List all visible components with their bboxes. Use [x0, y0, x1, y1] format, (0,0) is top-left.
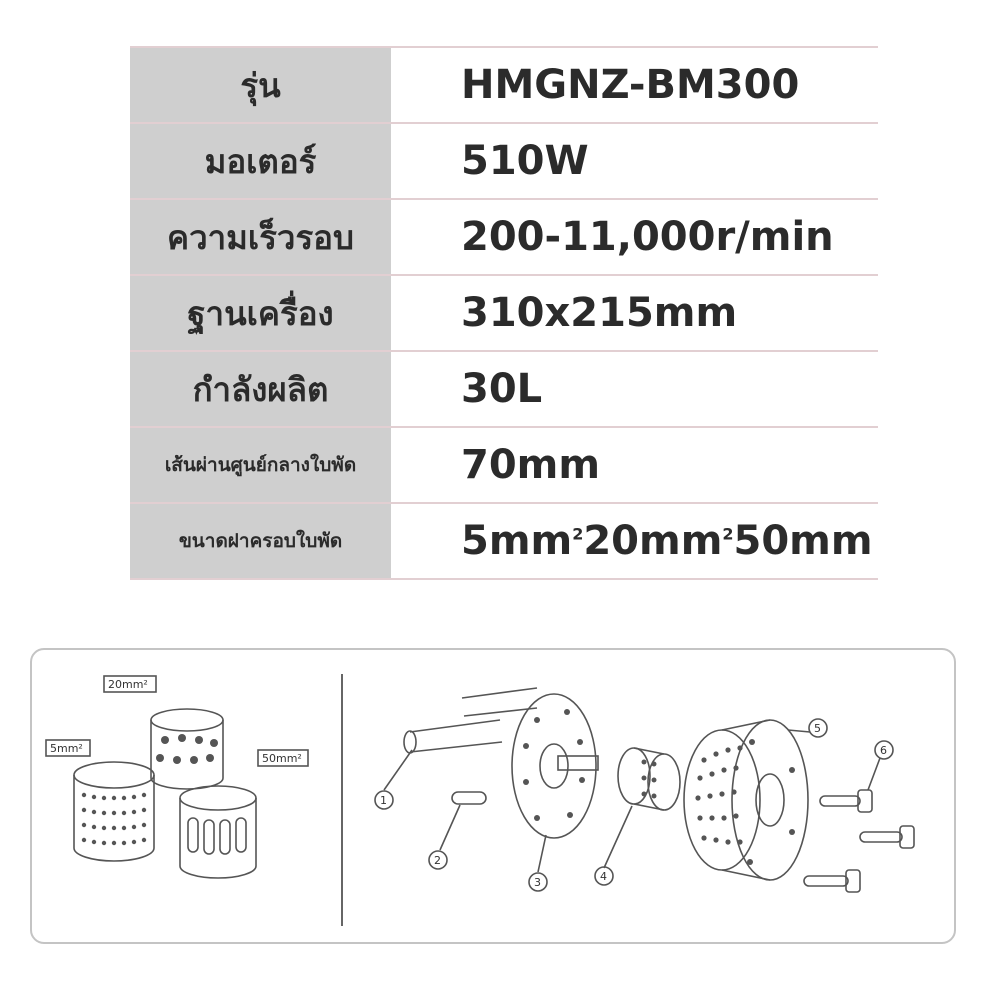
- screen-size-part: 50mm: [733, 518, 873, 564]
- screen-label-20: [104, 676, 156, 692]
- callout-1: [375, 750, 412, 809]
- spec-value: 310x215mm: [391, 275, 878, 351]
- screen-size-part: 20mm: [583, 518, 723, 564]
- spec-label: กำลังผลิต: [130, 351, 391, 427]
- screen-label-text: 5mm²: [50, 742, 83, 755]
- screen-label-text: 50mm²: [262, 752, 302, 765]
- diagram-panel: [30, 648, 956, 944]
- screen-label-50: [258, 750, 308, 766]
- callout-6: [868, 741, 893, 790]
- spec-value: HMGNZ-BM300: [391, 47, 878, 123]
- screen-50mm: [180, 786, 256, 878]
- callout-5: [788, 719, 827, 737]
- spec-row-screen-size: [130, 503, 878, 579]
- spec-value: 510W: [391, 123, 878, 199]
- bolts: [804, 790, 914, 892]
- superscript: 2: [572, 524, 584, 544]
- spec-row-speed: [130, 199, 878, 275]
- pin: [452, 792, 486, 804]
- sleeve: [618, 748, 680, 810]
- callout-number: 6: [880, 744, 887, 757]
- spec-row-base: [130, 275, 878, 351]
- screen-label-5: [46, 740, 90, 756]
- spec-label: ความเร็วรอบ: [130, 199, 391, 275]
- callout-number: 4: [600, 870, 607, 883]
- spec-value: 70mm: [391, 427, 878, 503]
- screen-5mm: [74, 762, 154, 861]
- spec-row-capacity: [130, 351, 878, 427]
- callout-number: 3: [534, 876, 541, 889]
- callout-number: 1: [380, 794, 387, 807]
- spec-table: [130, 46, 878, 580]
- spec-value: 200-11,000r/min: [391, 199, 878, 275]
- spec-value: [391, 503, 878, 579]
- shaft-rods: [404, 688, 537, 753]
- spec-label: ขนาดฝาครอบใบพัด: [130, 503, 391, 579]
- callout-4: [595, 806, 632, 885]
- rotor-housing: [684, 720, 808, 880]
- spec-row-rotor-diameter: [130, 427, 878, 503]
- spec-label: รุ่น: [130, 47, 391, 123]
- spec-label: มอเตอร์: [130, 123, 391, 199]
- screen-size-part: 5mm: [461, 518, 573, 564]
- screen-label-text: 20mm²: [108, 678, 148, 691]
- callout-number: 2: [434, 854, 441, 867]
- spec-row-motor: [130, 123, 878, 199]
- spec-value: 30L: [391, 351, 878, 427]
- spec-row-model: [130, 47, 878, 123]
- spec-label: เส้นผ่านศูนย์กลางใบพัด: [130, 427, 391, 503]
- assembly-diagram: [32, 650, 954, 942]
- screen-20mm: [151, 709, 223, 789]
- callout-number: 5: [814, 722, 821, 735]
- spec-label: ฐานเครื่อง: [130, 275, 391, 351]
- flange-plate: [512, 694, 598, 838]
- callout-3: [529, 835, 547, 891]
- superscript: 2: [722, 524, 734, 544]
- callout-2: [429, 805, 460, 869]
